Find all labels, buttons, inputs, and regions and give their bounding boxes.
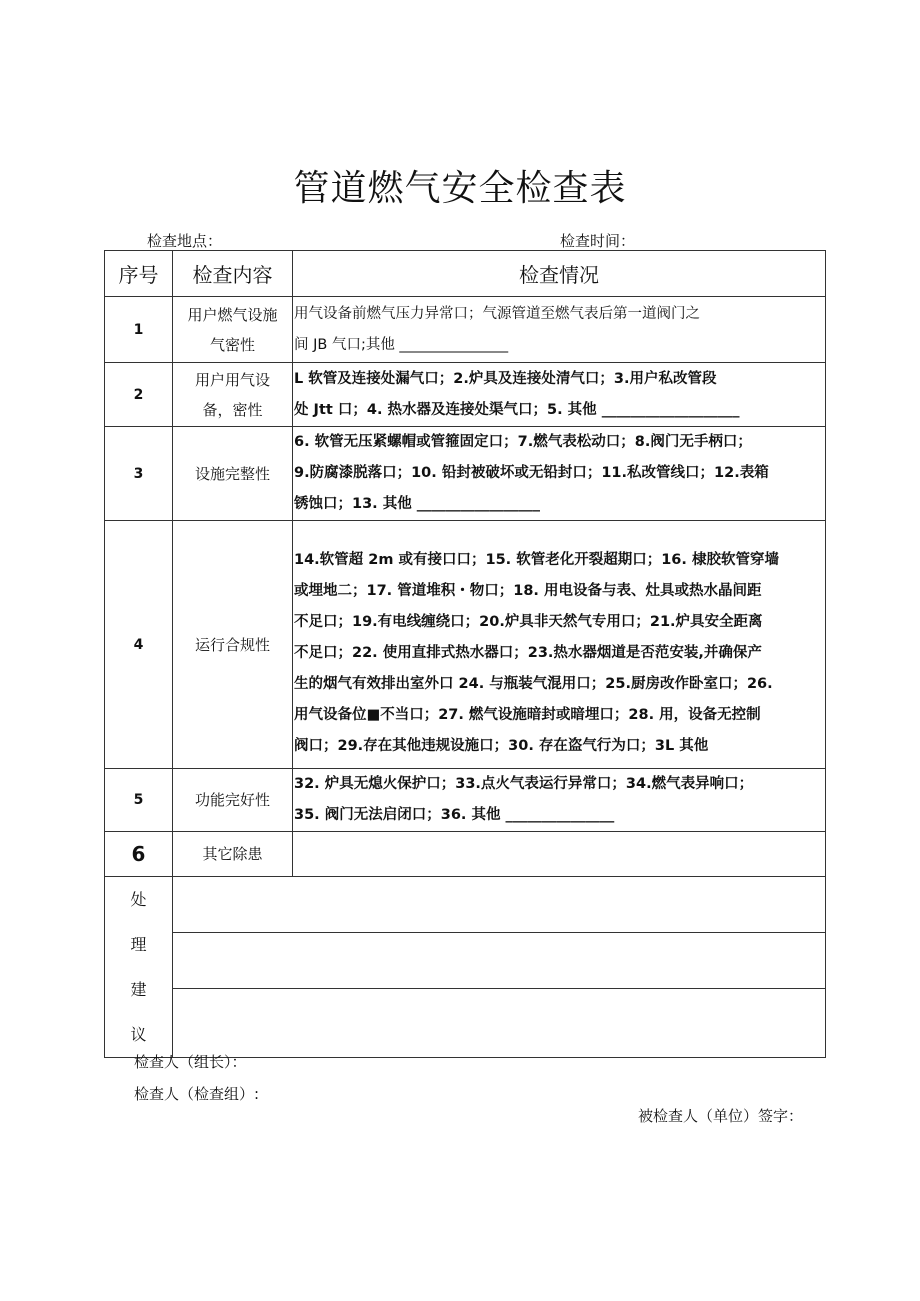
row-number: 5 — [105, 769, 173, 832]
suggestion-row — [105, 933, 826, 989]
header-no: 序号 — [105, 251, 173, 297]
row-description: 32. 炉具无熄火保护口；33.点火气表运行异常口；34.燃气表异响口； 35. 阀门无法启闭口；36. 其他 _______________ — [293, 769, 826, 832]
row-category: 功能完好性 — [173, 769, 293, 832]
row-number: 3 — [105, 427, 173, 521]
row-category: 设施完整性 — [173, 427, 293, 521]
suggestion-row — [105, 989, 826, 1058]
row-category: 其它除患 — [173, 832, 293, 877]
table-row — [105, 297, 826, 363]
row-category: 用户燃气设施 气密性 — [173, 297, 293, 363]
row-description — [293, 832, 826, 877]
suggestion-row — [105, 877, 826, 933]
row-number: 6 — [105, 832, 173, 877]
table-row — [105, 832, 826, 877]
suggestion-label: 处 理 建 议 — [105, 877, 173, 1058]
suggestion-line-3[interactable] — [173, 989, 826, 1058]
row-number: 2 — [105, 363, 173, 427]
header-content: 检查内容 — [173, 251, 293, 297]
row-description: 6. 软管无压紧螺帽或管箍固定口；7.燃气表松动口；8.阀门无手柄口； 9.防腐漆脱落口；10. 铅封被破坏或无铅封口；11.私改管线口；12.表箱 锈蚀口；13. 其他 _________________ — [293, 427, 826, 521]
table-row — [105, 521, 826, 769]
row-description: 14.软管超 2m 或有接口口；15. 软管老化开裂超期口；16. 棣胶软管穿墙 或埋地二；17. 管道堆积・物口；18. 用电设备与表、灶具或热水晶间距 不足口；19.有电线缠绕口；20.炉具非天然气专用口；21.炉具安全距离 不足口；22. 使用直排式热水器口；23.热水器烟道是否范安装,并确保产 生的烟气有效排出室外口 24. 与瓶装气混用口；25.厨房改作卧室口；26. 用气设备位■不当口；27. 燃气设施暗封或暗埋口；28. 用，设备无控制 阀口；29.存在其他违规设施口；30. 存在盗气行为口；3L 其他 — [293, 521, 826, 769]
row-number: 1 — [105, 297, 173, 363]
inspector-leader-label: 检查人（组长）： — [134, 1053, 247, 1071]
table-header-row — [105, 251, 826, 297]
header-status: 检查情况 — [293, 251, 826, 297]
row-category: 运行合规性 — [173, 521, 293, 769]
inspection-table — [104, 250, 826, 1058]
table-row — [105, 769, 826, 832]
page-title: 管道燃气安全检查表 — [293, 168, 627, 209]
row-description: L 软管及连接处漏气口；2.炉具及连接处清气口；3.用户私改管段 处 Jtt 口；4. 热水器及连接处渠气口；5. 其他 ___________________ — [293, 363, 826, 427]
inspected-signature-label: 被检查人（单位）签字： — [638, 1107, 804, 1125]
table-row — [105, 363, 826, 427]
row-description: 用气设备前燃气压力异常口；气源管道至燃气表后第一道阀门之 间 JB 气口;其他 _______________ — [293, 297, 826, 363]
table-row — [105, 427, 826, 521]
row-category: 用户用气设 备，密性 — [173, 363, 293, 427]
row-number: 4 — [105, 521, 173, 769]
suggestion-line-1[interactable] — [173, 877, 826, 933]
time-label: 检查时间： — [560, 232, 636, 250]
suggestion-line-2[interactable] — [173, 933, 826, 989]
location-label: 检查地点： — [147, 232, 223, 250]
inspector-group-label: 检查人（检查组）: — [134, 1085, 260, 1103]
